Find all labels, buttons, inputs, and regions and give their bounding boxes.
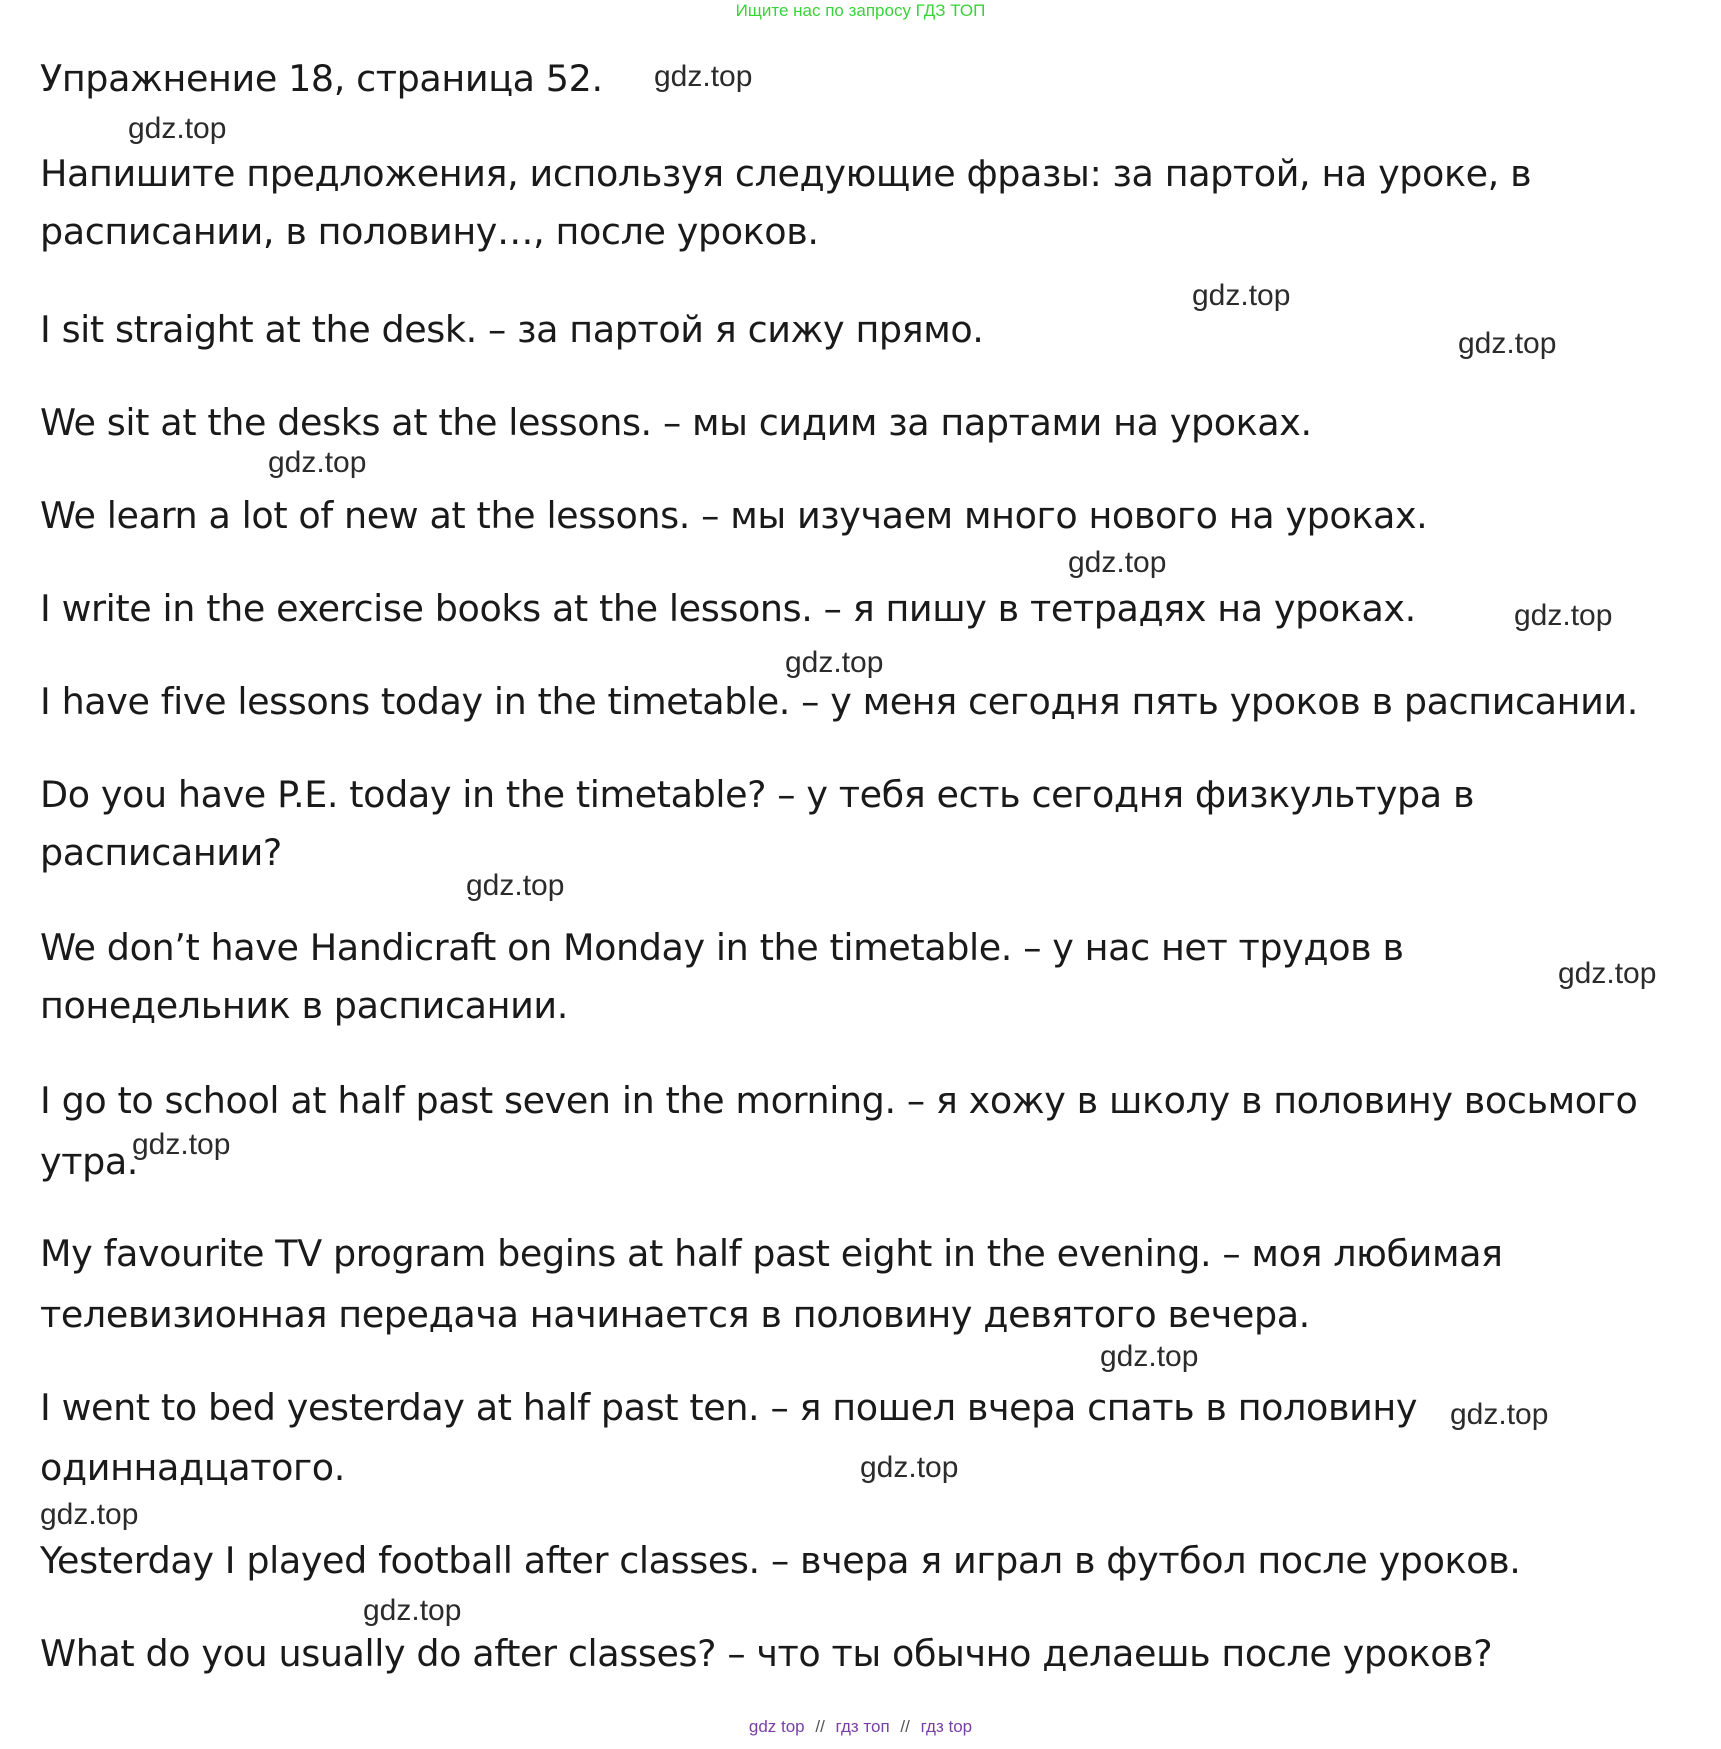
watermark: gdz.top — [1192, 279, 1291, 312]
watermark: gdz.top — [1458, 327, 1557, 360]
footer-link-gdz-top[interactable]: gdz top — [748, 1717, 805, 1736]
sentence-8-line-2: утра. — [40, 1140, 139, 1183]
watermark: gdz.top — [128, 112, 227, 145]
sentence-6-line-2: расписании? — [40, 831, 282, 874]
watermark: gdz.top — [1450, 1398, 1549, 1431]
top-banner: Ищите нас по запросу ГДЗ ТОП — [735, 1, 986, 20]
sentence-9-line-2: телевизионная передача начинается в половину девятого вечера. — [40, 1293, 1310, 1336]
sentence-6-line-1: Do you have P.E. today in the timetable? – у тебя есть сегодня физкультура в — [40, 773, 1475, 816]
sentence-11: Yesterday I played football after classes. – вчера я играл в футбол после уроков. — [40, 1539, 1521, 1582]
footer-separator: // — [815, 1717, 825, 1736]
footer-links — [0, 1716, 1721, 1738]
sentence-9-line-1: My favourite TV program begins at half past eight in the evening. – моя любимая — [40, 1232, 1503, 1275]
watermark: gdz.top — [785, 646, 884, 679]
sentence-4: I write in the exercise books at the lessons. – я пишу в тетрадях на уроках. — [40, 587, 1416, 630]
sentence-2: We sit at the desks at the lessons. – мы сидим за партами на уроках. — [40, 401, 1312, 444]
task-line-2: расписании, в половину…, после уроков. — [40, 210, 819, 253]
watermark: gdz.top — [1558, 957, 1657, 990]
sentence-1: I sit straight at the desk. – за партой я сижу прямо. — [40, 308, 984, 351]
footer-link-gdz-top-mixed[interactable]: гдз top — [920, 1717, 973, 1736]
sentence-8-line-1: I go to school at half past seven in the morning. – я хожу в школу в половину восьмого — [40, 1079, 1638, 1122]
task-line-1: Напишите предложения, используя следующие фразы: за партой, на уроке, в — [40, 152, 1532, 195]
sentence-7-line-1: We don’t have Handicraft on Monday in the timetable. – у нас нет трудов в — [40, 926, 1404, 969]
watermark: gdz.top — [1100, 1340, 1199, 1373]
sentence-3: We learn a lot of new at the lessons. – мы изучаем много нового на уроках. — [40, 494, 1428, 537]
watermark: gdz.top — [1514, 599, 1613, 632]
watermark: gdz.top — [132, 1128, 231, 1161]
watermark: gdz.top — [654, 60, 753, 93]
watermark: gdz.top — [466, 869, 565, 902]
watermark: gdz.top — [363, 1594, 462, 1627]
sentence-10-line-2: одиннадцатого. — [40, 1446, 345, 1489]
watermark: gdz.top — [268, 446, 367, 479]
footer-link-gdz-top-ru[interactable]: гдз топ — [835, 1717, 890, 1736]
sentence-12: What do you usually do after classes? – что ты обычно делаешь после уроков? — [40, 1632, 1493, 1675]
footer-separator: // — [900, 1717, 910, 1736]
watermark: gdz.top — [40, 1498, 139, 1531]
watermark: gdz.top — [1068, 546, 1167, 579]
sentence-7-line-2: понедельник в расписании. — [40, 984, 568, 1027]
exercise-title: Упражнение 18, страница 52. — [40, 57, 603, 100]
watermark: gdz.top — [860, 1451, 959, 1484]
sentence-10-line-1: I went to bed yesterday at half past ten. – я пошел вчера спать в половину — [40, 1386, 1418, 1429]
sentence-5: I have five lessons today in the timetable. – у меня сегодня пять уроков в расписании. — [40, 680, 1638, 723]
